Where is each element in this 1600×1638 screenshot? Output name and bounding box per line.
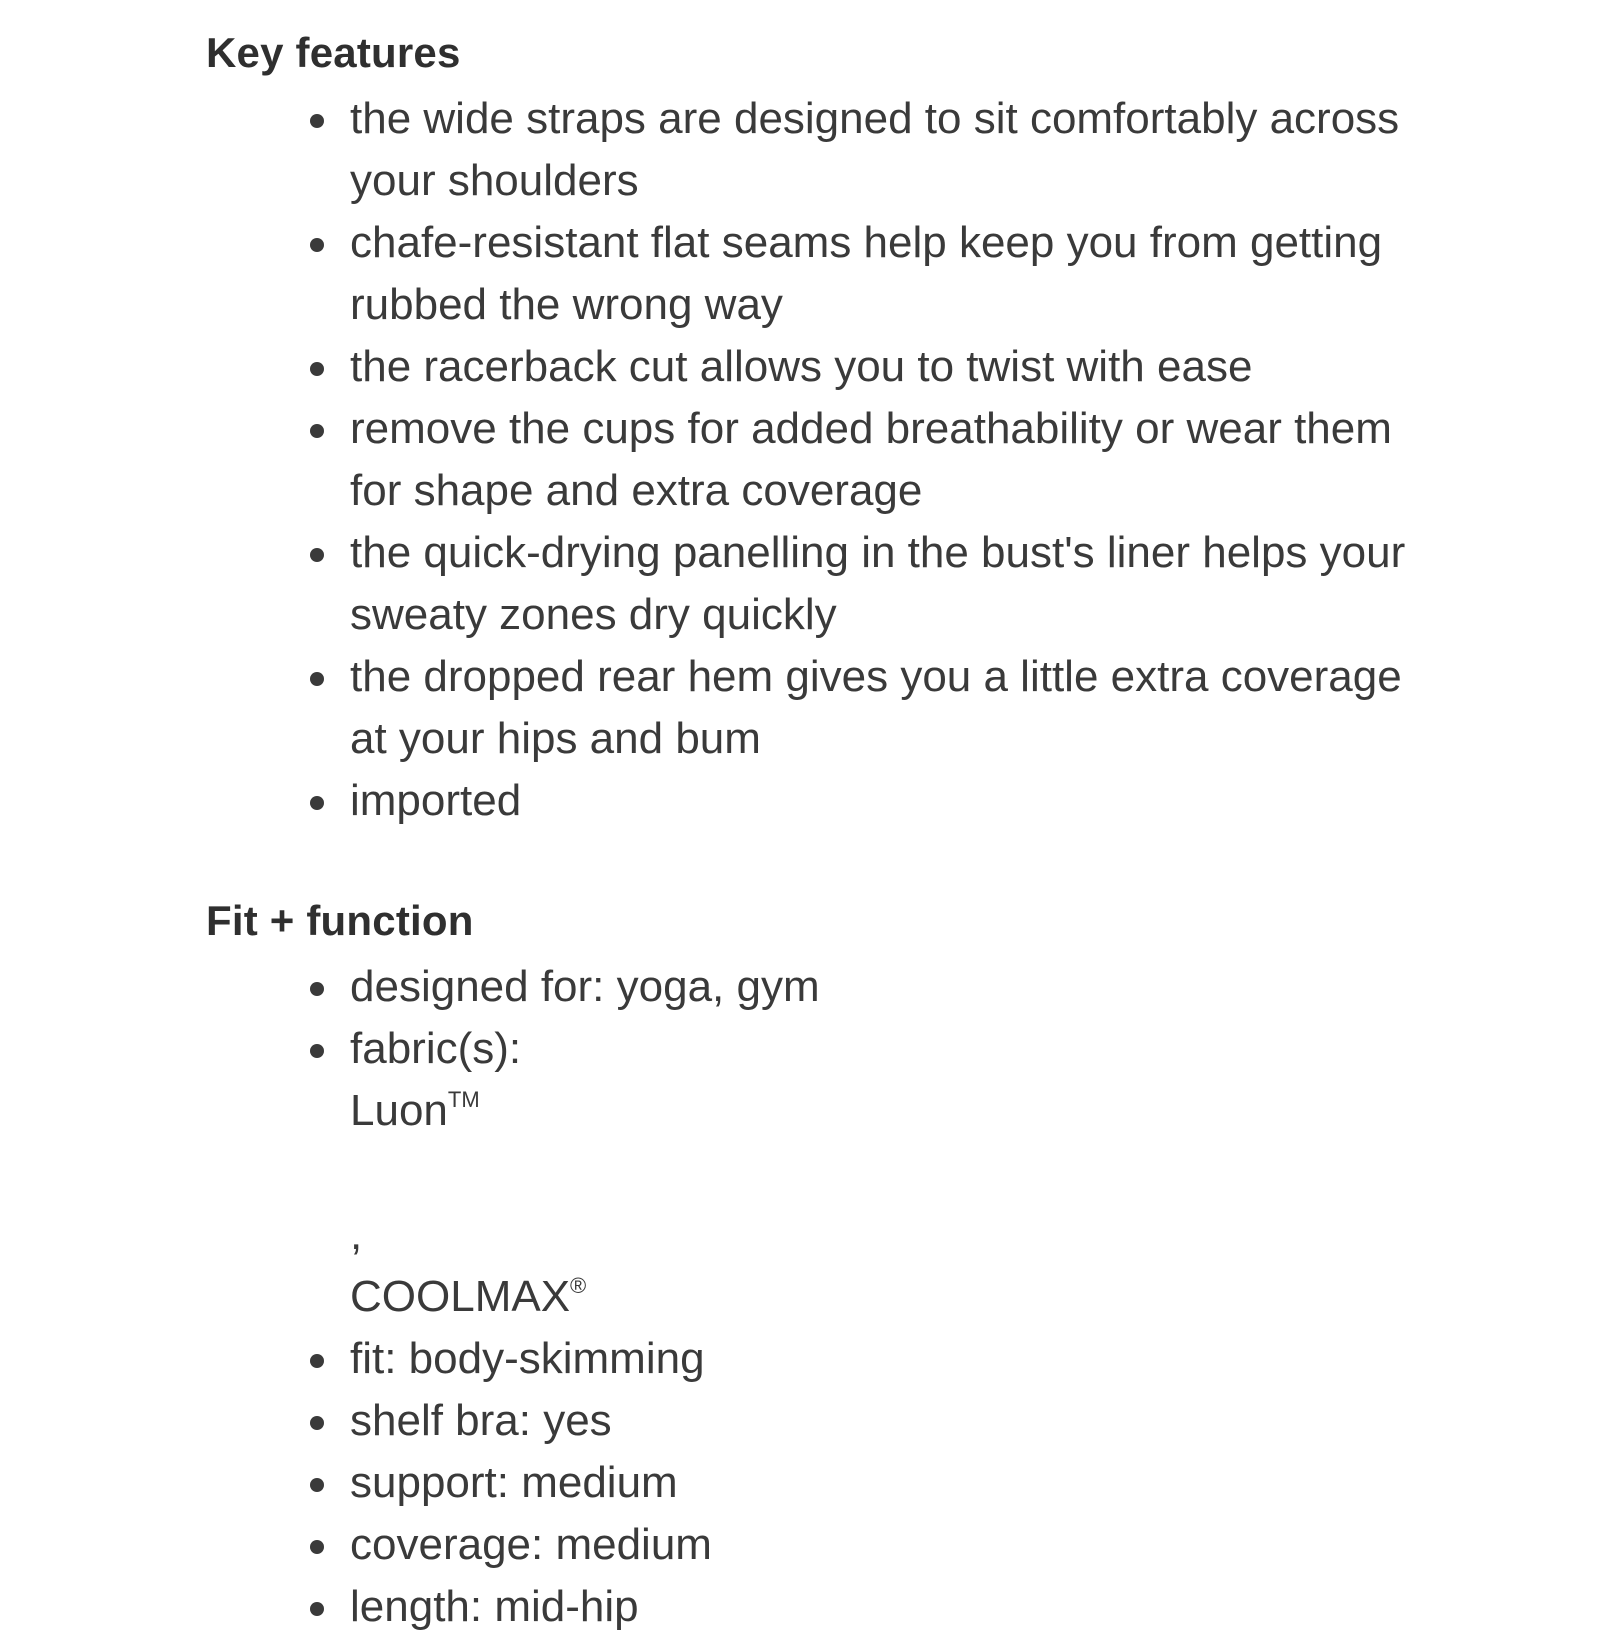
fabric-spacer — [350, 1142, 1446, 1204]
list-item-coverage: coverage: medium — [350, 1514, 1446, 1576]
fabric-luon — [350, 1080, 1446, 1142]
product-details — [206, 18, 1446, 1638]
fabric-coolmax-name: COOLMAX — [350, 1272, 571, 1321]
list-item-support: support: medium — [350, 1452, 1446, 1514]
fit-function-heading: Fit + function — [206, 897, 474, 944]
section-spacer — [206, 832, 1446, 886]
fabric-coolmax — [350, 1266, 1446, 1328]
key-features-heading: Key features — [206, 29, 461, 76]
list-item: remove the cups for added breathability or wear them for shape and extra coverage — [350, 398, 1446, 522]
fabric-separator: , — [350, 1210, 363, 1259]
fabrics-label: fabric(s): — [350, 1024, 522, 1073]
list-item: the quick-drying panelling in the bust's liner helps your sweaty zones dry quickly — [350, 522, 1446, 646]
list-item: the dropped rear hem gives you a little extra coverage at your hips and bum — [350, 646, 1446, 770]
list-item-fabrics — [350, 1018, 1446, 1328]
trademark-mark: TM — [447, 1087, 480, 1112]
fabric-luon-name: Luon — [350, 1086, 448, 1135]
list-item-designed-for: designed for: yoga, gym — [350, 956, 1446, 1018]
list-item-fit: fit: body-skimming — [350, 1328, 1446, 1390]
key-features-list — [206, 88, 1446, 832]
list-item: the racerback cut allows you to twist with ease — [350, 336, 1446, 398]
list-item-length: length: mid-hip — [350, 1576, 1446, 1638]
list-item: chafe-resistant flat seams help keep you from getting rubbed the wrong way — [350, 212, 1446, 336]
list-item: the wide straps are designed to sit comfortably across your shoulders — [350, 88, 1446, 212]
fit-function-list — [206, 956, 1446, 1638]
registered-mark: ® — [570, 1273, 587, 1298]
list-item: imported — [350, 770, 1446, 832]
list-item-shelf-bra: shelf bra: yes — [350, 1390, 1446, 1452]
